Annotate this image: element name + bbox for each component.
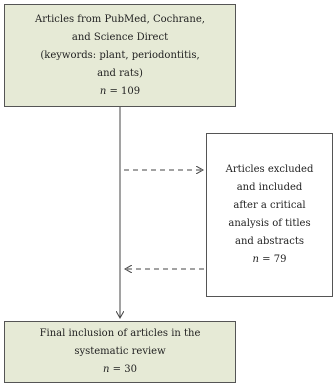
n-label: n <box>99 85 107 97</box>
identification-count <box>100 83 140 101</box>
screening-line-1: Articles excluded <box>225 164 314 175</box>
n-label: n <box>252 254 259 265</box>
screening-line-3: after a critical <box>233 200 306 211</box>
n-value: = 109 <box>109 85 141 97</box>
identification-line-4: and rats) <box>97 67 143 79</box>
screening-line-4: analysis of titles <box>228 218 311 229</box>
inclusion-box <box>4 321 236 383</box>
identification-box <box>4 4 236 107</box>
identification-line-1: Articles from PubMed, Cochrane, <box>35 13 205 25</box>
n-value: = 79 <box>262 254 287 265</box>
screening-line-5: and abstracts <box>235 236 304 247</box>
screening-count <box>253 251 287 269</box>
n-label: n <box>103 364 110 375</box>
screening-line-2: and included <box>236 182 303 193</box>
identification-line-2: and Science Direct <box>71 31 169 43</box>
inclusion-count <box>103 361 137 379</box>
inclusion-line-1: Final inclusion of articles in the <box>39 328 201 339</box>
identification-line-3: (keywords: plant, periodontitis, <box>40 49 200 61</box>
screening-box <box>206 133 333 297</box>
inclusion-line-2: systematic review <box>74 346 166 357</box>
n-value: = 30 <box>112 364 137 375</box>
